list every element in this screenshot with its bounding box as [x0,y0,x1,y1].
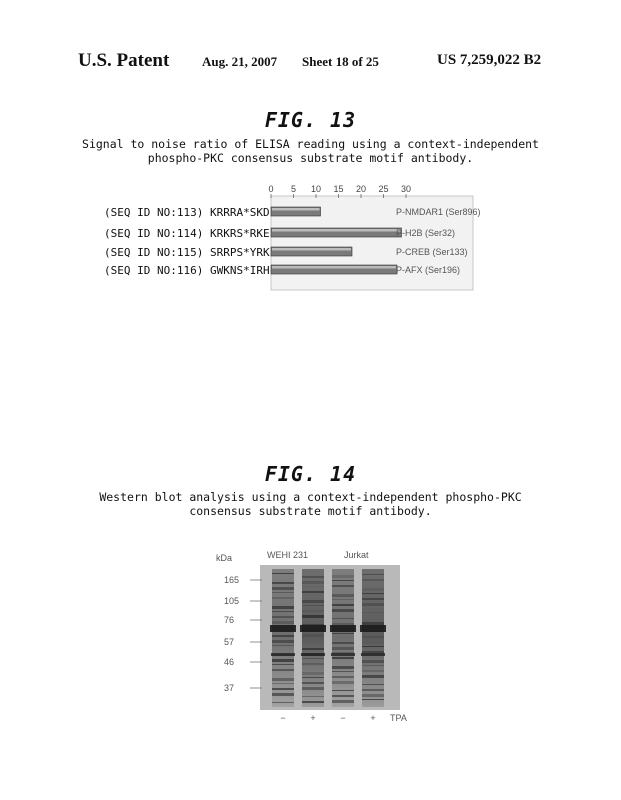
fig14-title: FIG. 14 [264,462,357,486]
sequence-label: KRKRS*RKE [210,227,270,240]
protein-band [272,611,294,612]
protein-band [362,641,384,644]
protein-band [302,682,324,684]
x-tick-label: 10 [310,184,322,194]
protein-band [362,675,384,678]
protein-band [302,648,324,650]
seq-id-label: (SEQ ID NO:114) [104,227,204,240]
protein-band [332,666,354,669]
bar-label: P-H2B (Ser32) [396,228,456,238]
protein-band [272,635,294,637]
protein-band [362,651,384,653]
protein-band [362,660,384,663]
protein-band [272,664,294,665]
protein-band [362,636,384,638]
protein-band [302,586,324,587]
protein-band [362,646,384,647]
protein-band [302,677,324,678]
protein-band [362,617,384,619]
seq-id-label: (SEQ ID NO:115) [104,246,204,259]
protein-band [302,610,324,612]
protein-band [272,606,294,609]
protein-band [302,639,324,640]
x-tick-label: 20 [355,184,367,194]
seq-id-label: (SEQ ID NO:113) [104,206,204,219]
protein-band [332,594,354,597]
fig14-caption-line1: Western blot analysis using a context-independent phospho-PKC [99,490,522,504]
bar-label: P-AFX (Ser196) [396,265,461,275]
protein-band [272,683,294,684]
fig13-caption-line1: Signal to noise ratio of ELISA reading using a context-independent [82,137,539,151]
kda-marker: 76 [224,615,235,625]
protein-band [271,653,295,656]
protein-band [332,585,354,587]
protein-band [362,588,384,591]
lane-treatment-label: + [370,713,376,723]
x-tick-label: 30 [400,184,412,194]
protein-band [332,575,354,578]
western-blot [210,545,430,730]
protein-band [302,663,324,665]
sequence-label: GWKNS*IRH [210,264,270,277]
bar-highlight [272,266,396,269]
strong-band [270,625,296,632]
fig13-bar-chart [100,178,490,293]
protein-band [272,592,294,593]
protein-band [301,653,325,656]
protein-band [362,684,384,685]
protein-band [362,689,384,691]
protein-band [302,600,324,603]
tpa-label: TPA [390,713,407,723]
patent-number: US 7,259,022 B2 [437,52,542,68]
protein-band [302,605,324,606]
protein-band [272,678,294,681]
fig13-title: FIG. 13 [264,108,357,132]
sequence-label: SRRPS*YRK [210,246,270,259]
cell-line-jurkat: Jurkat [344,550,369,560]
protein-band [362,670,384,672]
protein-band [302,591,324,593]
protein-band [272,693,294,696]
protein-band [272,621,294,624]
protein-band [332,599,354,600]
patent-date: Aug. 21, 2007 [202,54,278,69]
protein-band [302,634,324,637]
protein-band [362,579,384,581]
protein-band [332,580,354,581]
protein-band [272,669,294,671]
x-tick-label: 15 [333,184,344,194]
protein-band [332,633,354,634]
protein-band [332,642,354,644]
protein-band [332,676,354,678]
protein-band [272,640,294,643]
blot-lane [332,569,354,707]
protein-band [362,603,384,606]
lane-treatment-label: − [340,713,346,723]
protein-band [272,587,294,590]
fig13-caption-line2: phospho-PKC consensus substrate motif antibody. [147,151,474,165]
bar-label: P-CREB (Ser133) [396,247,468,257]
protein-band [332,647,354,650]
kda-label: kDa [216,553,233,563]
protein-band [332,657,354,659]
protein-band [331,653,355,656]
fig14-caption-line2: consensus substrate motif antibody. [189,504,432,518]
strong-band [360,625,386,632]
protein-band [362,699,384,700]
protein-band [272,659,294,662]
sheet-number: Sheet 18 of 25 [302,54,379,69]
kda-marker: 57 [224,637,235,647]
protein-band [302,672,324,675]
blot-lane [302,569,324,707]
kda-marker: 37 [224,683,235,693]
bar-highlight [272,248,351,251]
protein-band [332,690,354,691]
protein-band [302,701,324,703]
protein-band [302,658,324,659]
protein-band [272,582,294,584]
protein-band [272,616,294,618]
protein-band [332,681,354,684]
kda-marker: 46 [224,657,235,667]
protein-band [332,618,354,619]
protein-band [332,671,354,672]
bar-label: P-NMDAR1 (Ser896) [396,207,481,217]
protein-band [302,581,324,584]
protein-band [362,598,384,600]
protein-band [302,624,324,625]
bar-highlight [272,208,320,211]
cell-line-wehi: WEHI 231 [267,550,309,560]
protein-band [272,645,294,646]
protein-band [332,604,354,606]
protein-band [362,622,384,625]
x-tick-label: 5 [290,184,297,194]
protein-band [332,695,354,697]
protein-band [272,702,294,703]
protein-band [302,576,324,578]
bar-highlight [272,229,401,232]
patent-label: U.S. Patent [78,50,170,71]
sequence-label: KRRRA*SKD [210,206,270,219]
kda-marker: 165 [224,575,240,585]
protein-band [332,623,354,625]
protein-band [332,609,354,612]
lane-treatment-label: − [280,713,286,723]
seq-id-label: (SEQ ID NO:116) [104,264,204,277]
lane-treatment-label: + [310,713,316,723]
protein-band [332,700,354,703]
protein-band [362,593,384,594]
protein-band [362,665,384,666]
protein-band [272,688,294,690]
strong-band [300,625,326,632]
protein-band [272,597,294,599]
protein-band [361,653,385,656]
protein-band [302,687,324,690]
protein-band [362,574,384,575]
protein-band [272,573,294,574]
protein-band [332,652,354,653]
kda-marker: 105 [224,596,240,606]
protein-band [362,694,384,697]
strong-band [330,625,356,632]
x-tick-label: 25 [378,184,389,194]
protein-band [302,615,324,618]
x-tick-label: 0 [268,184,274,194]
protein-band [362,612,384,613]
protein-band [302,696,324,697]
